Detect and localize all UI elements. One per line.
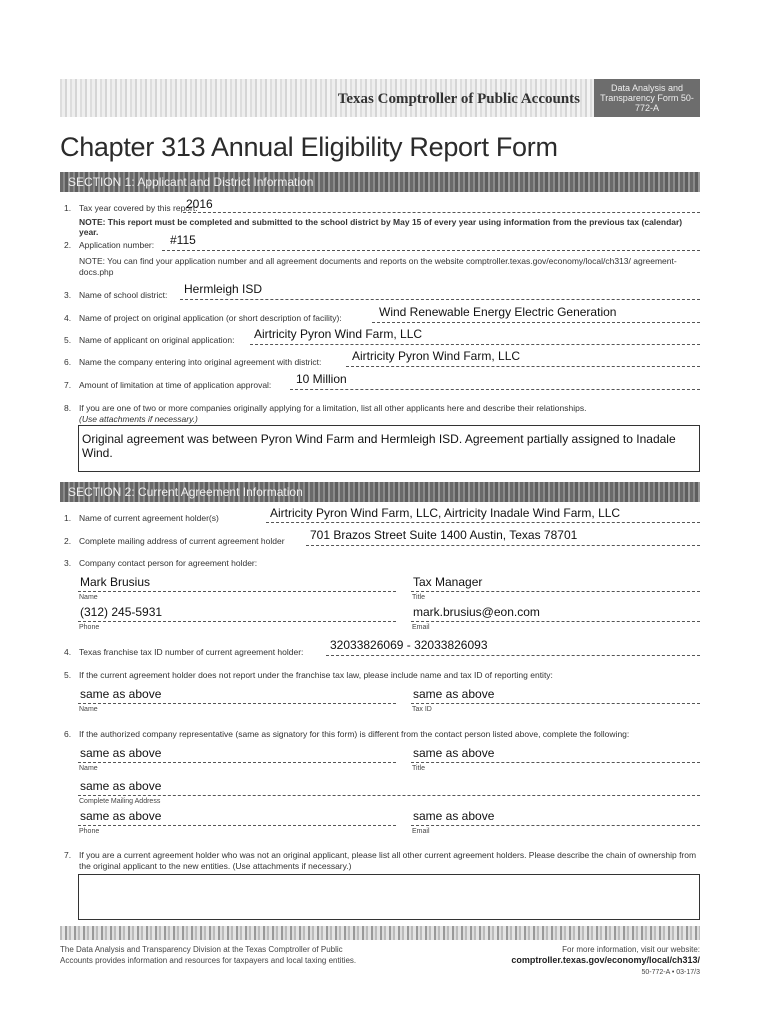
s2-q3-title[interactable]: Tax Manager: [413, 575, 483, 589]
footer-website-link[interactable]: comptroller.texas.gov/economy/local/ch313/: [511, 955, 700, 965]
s1-q7-label: Amount of limitation at time of application approval:: [79, 380, 272, 390]
s2-q4-label: Texas franchise tax ID number of current agreement holder:: [79, 647, 304, 657]
s1-q5-label: Name of applicant on original application:: [79, 335, 235, 345]
s2-q6-name[interactable]: same as above: [80, 746, 162, 760]
s1-q6-value[interactable]: Airtricity Pyron Wind Farm, LLC: [352, 349, 521, 363]
s2-q5-taxid-line: [411, 703, 700, 704]
s2-q7-label: If you are a current agreement holder who was not an original applicant, please list all other current agreement holders. Please describe the chain of ownership from the original applicant to the new entities. (Use attachments if necessary.): [79, 850, 697, 871]
agency-name: Texas Comptroller of Public Accounts: [337, 91, 580, 107]
s2-q5-label: If the current agreement holder does not report under the franchise tax law, please include name and tax ID of reporting entity:: [79, 670, 553, 680]
s1-q6-label: Name the company entering into original agreement with district:: [79, 357, 322, 367]
s2-q6-name-cap: Name: [79, 765, 98, 772]
s2-q2-num: 2.: [64, 536, 72, 546]
s2-q4-num: 4.: [64, 647, 72, 657]
footer-band: [60, 926, 700, 940]
s1-q8-label: If you are one of two or more companies originally applying for a limitation, list all other applicants here and describe their relationships.: [79, 403, 587, 413]
section1-bar: [60, 172, 700, 192]
section2-title: SECTION 2: Current Agreement Information: [68, 485, 303, 499]
s2-q3-label: Company contact person for agreement holder:: [79, 558, 258, 568]
s1-q8-sub: (Use attachments if necessary.): [79, 414, 198, 424]
s2-q6-phone[interactable]: same as above: [80, 809, 162, 823]
s2-q6-label: If the authorized company representative (same as signatory for this form) is different from the contact person listed above, complete the following:: [79, 729, 630, 739]
s1-q6-num: 6.: [64, 357, 72, 367]
s2-q6-email-line: [411, 825, 700, 826]
s2-q5-name-cap: Name: [79, 706, 98, 713]
s2-q2-line: [306, 545, 700, 546]
s1-q5-value[interactable]: Airtricity Pyron Wind Farm, LLC: [254, 327, 423, 341]
s2-q1-line: [266, 522, 700, 523]
s2-q3-email-line: [411, 621, 700, 622]
s1-q4-label: Name of project on original application (or short description of facility):: [79, 313, 342, 323]
s2-q5-name[interactable]: same as above: [80, 687, 162, 701]
s2-q6-name-line: [78, 762, 396, 763]
s1-q7-line: [290, 389, 700, 390]
s2-q6-num: 6.: [64, 729, 72, 739]
s2-q4-line: [326, 655, 700, 656]
section1-title: SECTION 1: Applicant and District Information: [68, 175, 314, 189]
s2-q1-value[interactable]: Airtricity Pyron Wind Farm, LLC, Airtricity Inadale Wind Farm, LLC: [270, 506, 621, 520]
s1-q3-num: 3.: [64, 290, 72, 300]
s2-q3-name[interactable]: Mark Brusius: [80, 575, 151, 589]
s1-q7-value[interactable]: 10 Million: [296, 372, 347, 386]
s1-q8-textbox[interactable]: [78, 425, 700, 472]
s2-q6-address-line: [78, 795, 700, 796]
s2-q7-num: 7.: [64, 850, 72, 860]
s1-q2-value[interactable]: #115: [170, 233, 196, 247]
s2-q2-value[interactable]: 701 Brazos Street Suite 1400 Austin, Texas 78701: [310, 528, 578, 542]
s2-q6-phone-line: [78, 825, 396, 826]
s2-q7-textbox[interactable]: [78, 874, 700, 920]
s1-q2-num: 2.: [64, 240, 72, 250]
s1-q2-line: [162, 250, 700, 251]
s2-q3-name-line: [78, 591, 396, 592]
footer-left-text: The Data Analysis and Transparency Division at the Texas Comptroller of Public Accounts provides information and resources for taxpayers and local taxing entities.: [60, 945, 357, 965]
s2-q6-title[interactable]: same as above: [413, 746, 495, 760]
s2-q5-taxid-cap: Tax ID: [412, 706, 432, 713]
s2-q7-value: [79, 875, 699, 887]
s1-note2: NOTE: You can find your application number and all agreement documents and reports on the website comptroller.texas.gov/economy/local/ch313/ agreement-docs.php: [79, 256, 677, 277]
form-title: Chapter 313 Annual Eligibility Report Form: [60, 132, 558, 162]
s1-q6-line: [346, 366, 700, 367]
s2-q1-num: 1.: [64, 513, 72, 523]
s2-q3-phone[interactable]: (312) 245-5931: [80, 605, 163, 619]
s2-q3-title-line: [411, 591, 700, 592]
s1-q1-num: 1.: [64, 203, 72, 213]
s1-q3-value[interactable]: Hermleigh ISD: [184, 282, 263, 296]
s1-q4-value[interactable]: Wind Renewable Energy Electric Generation: [379, 305, 617, 319]
s1-q4-line: [372, 322, 700, 323]
s1-q1-label: Tax year covered by this report:: [79, 203, 198, 213]
s2-q3-num: 3.: [64, 558, 72, 568]
s1-q3-label: Name of school district:: [79, 290, 168, 300]
s2-q4-value[interactable]: 32033826069 - 32033826093: [330, 638, 488, 652]
footer-info-text: For more information, visit our website:: [562, 945, 700, 954]
footer-form-number: 50-772-A • 03-17/3: [641, 969, 700, 976]
s2-q3-phone-line: [78, 621, 396, 622]
s2-q3-phone-cap: Phone: [79, 624, 100, 631]
s1-q5-num: 5.: [64, 335, 72, 345]
s2-q5-name-line: [78, 703, 396, 704]
s1-q8-value: Original agreement was between Pyron Wind Farm and Hermleigh ISD. Agreement partially assigned to Inadale Wind.: [82, 432, 676, 460]
s2-q3-name-cap: Name: [79, 594, 98, 601]
s1-q1-value[interactable]: 2016: [186, 197, 213, 211]
s2-q6-title-cap: Title: [412, 765, 425, 772]
s1-q7-num: 7.: [64, 380, 72, 390]
s2-q6-address[interactable]: same as above: [80, 779, 162, 793]
s1-q2-label: Application number:: [79, 240, 155, 250]
s1-q3-line: [180, 299, 700, 300]
s2-q3-title-cap: Title: [412, 594, 425, 601]
section2-bar: [60, 482, 700, 502]
s2-q6-email[interactable]: same as above: [413, 809, 495, 823]
s2-q5-num: 5.: [64, 670, 72, 680]
s2-q2-label: Complete mailing address of current agreement holder: [79, 536, 285, 546]
s2-q6-address-cap: Complete Mailing Address: [79, 798, 161, 805]
s2-q6-title-line: [411, 762, 700, 763]
s2-q3-email-cap: Email: [412, 624, 430, 631]
s2-q6-phone-cap: Phone: [79, 828, 100, 835]
header-division-box: Data Analysis and Transparency Form 50-772-A: [594, 79, 700, 117]
s2-q6-email-cap: Email: [412, 828, 430, 835]
s2-q1-label: Name of current agreement holder(s): [79, 513, 219, 523]
s1-note1: NOTE: This report must be completed and submitted to the school district by May 15 of every year using information from the previous tax (calendar) year.: [79, 217, 683, 237]
s1-q1-line: [183, 212, 700, 213]
s2-q5-taxid[interactable]: same as above: [413, 687, 495, 701]
s1-q8-num: 8.: [64, 403, 72, 413]
s1-q4-num: 4.: [64, 313, 72, 323]
s2-q3-email[interactable]: mark.brusius@eon.com: [413, 605, 540, 619]
s1-q5-line: [250, 344, 700, 345]
